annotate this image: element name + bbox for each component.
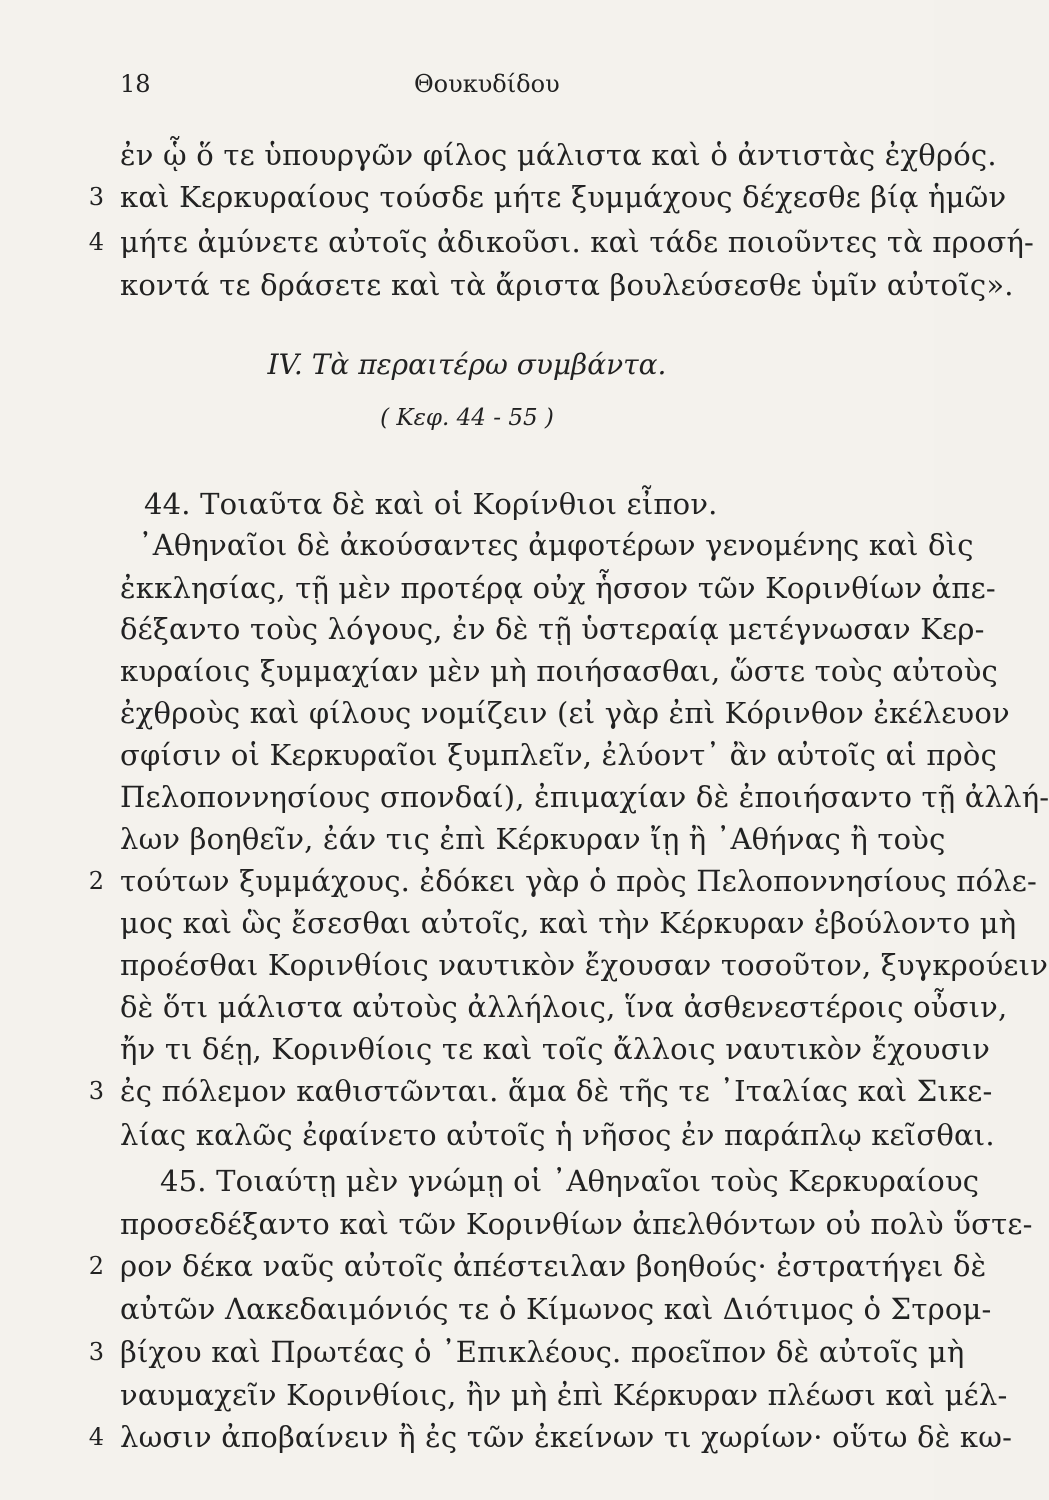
text-line: κυραίοις ξυμμαχίαν μὲν μὴ ποιήσασθαι, ὥστε τοὺς αὐτοὺς [120, 654, 998, 688]
text-line: λωσιν ἀποβαίνειν ἢ ἐς τῶν ἐκείνων τι χωρίων· οὕτω δὲ κω- [120, 1420, 1013, 1454]
text-line: δέξαντο τοὺς λόγους, ἐν δὲ τῇ ὑστεραίᾳ μετέγνωσαν Κερ- [120, 612, 985, 646]
page-header [0, 70, 934, 110]
text-line: 45. Τοιαύτῃ μὲν γνώμῃ οἱ ᾿Αθηναῖοι τοὺς Κερκυραίους [160, 1164, 980, 1198]
margin-section-number: 3 [88, 1338, 104, 1366]
text-line: ἐχθροὺς καὶ φίλους νομίζειν (εἰ γὰρ ἐπὶ Κόρινθον ἐκέλευον [120, 696, 1010, 730]
text-line: ἐκκλησίας, τῇ μὲν προτέρᾳ οὐχ ἧσσον τῶν Κορινθίων ἀπε- [120, 571, 996, 605]
margin-section-number: 3 [88, 1077, 104, 1105]
text-line: προέσθαι Κορινθίοις ναυτικὸν ἔχουσαν τοσοῦτον, ξυγκρούειν [120, 948, 1049, 982]
text-line: προσεδέξαντο καὶ τῶν Κορινθίων ἀπελθόντων οὐ πολὺ ὕστε- [120, 1207, 1033, 1241]
text-line: σφίσιν οἱ Κερκυραῖοι ξυμπλεῖν, ἐλύοντ᾿ ἂν αὐτοῖς αἱ πρὸς [120, 738, 998, 772]
page-number: 18 [120, 70, 151, 98]
text-line: ἤν τι δέῃ, Κορινθίοις τε καὶ τοῖς ἄλλοις ναυτικὸν ἔχουσιν [120, 1032, 991, 1066]
chapter-range: ( Κεφ. 44 - 55 ) [380, 405, 554, 431]
text-line: τούτων ξυμμάχους. ἐδόκει γὰρ ὁ πρὸς Πελοποννησίους πόλε- [120, 864, 1037, 898]
margin-section-number: 4 [88, 1423, 104, 1451]
text-line: λων βοηθεῖν, ἐάν τις ἐπὶ Κέρκυραν ἴῃ ἢ ᾿Αθήνας ἢ τοὺς [120, 822, 946, 856]
margin-section-number: 4 [88, 228, 104, 256]
text-line: ἐν ᾧ ὅ τε ὑπουργῶν φίλος μάλιστα καὶ ὁ ἀντιστὰς ἐχθρός. [120, 138, 997, 172]
text-line: μος καὶ ὣς ἔσεσθαι αὐτοῖς, καὶ τὴν Κέρκυραν ἐβούλοντο μὴ [120, 906, 1017, 940]
margin-section-number: 2 [88, 867, 104, 895]
running-title: Θουκυδίδου [414, 70, 560, 98]
text-line: ρον δέκα ναῦς αὐτοῖς ἀπέστειλαν βοηθούς· ἐστρατήγει δὲ [120, 1249, 987, 1283]
text-line: βίχου καὶ Πρωτέας ὁ ᾿Επικλέους. προεῖπον δὲ αὐτοῖς μὴ [120, 1335, 965, 1369]
text-line: ἐς πόλεμον καθιστῶνται. ἅμα δὲ τῆς τε ᾿Ιταλίας καὶ Σικε- [120, 1074, 993, 1108]
text-line: ᾿Αθηναῖοι δὲ ἀκούσαντες ἀμφοτέρων γενομένης καὶ δὶς [138, 528, 974, 562]
text-line: ναυμαχεῖν Κορινθίοις, ἢν μὴ ἐπὶ Κέρκυραν πλέωσι καὶ μέλ- [120, 1378, 1008, 1412]
text-line: μήτε ἀμύνετε αὐτοῖς ἀδικοῦσι. καὶ τάδε ποιοῦντες τὰ προσή- [120, 225, 1035, 259]
text-line: αὐτῶν Λακεδαιμόνιός τε ὁ Κίμωνος καὶ Διότιμος ὁ Στρομ- [120, 1292, 992, 1326]
text-line: καὶ Κερκυραίους τούσδε μήτε ξυμμάχους δέχεσθε βίᾳ ἡμῶν [120, 180, 1007, 214]
text-line: δὲ ὅτι μάλιστα αὐτοὺς ἀλλήλοις, ἵνα ἀσθενεστέροις οὖσιν, [120, 990, 1008, 1024]
margin-section-number: 2 [88, 1252, 104, 1280]
text-line: Πελοποννησίους σπονδαί), ἐπιμαχίαν δὲ ἐποιήσαντο τῇ ἀλλή- [120, 780, 1049, 814]
margin-section-number: 3 [88, 183, 104, 211]
text-line: 44. Τοιαῦτα δὲ καὶ οἱ Κορίνθιοι εἶπον. [144, 487, 718, 521]
text-line: κοντά τε δράσετε καὶ τὰ ἄριστα βουλεύσεσθε ὑμῖν αὐτοῖς». [120, 268, 1014, 302]
text-line: λίας καλῶς ἐφαίνετο αὐτοῖς ἡ νῆσος ἐν παράπλῳ κεῖσθαι. [120, 1118, 995, 1152]
chapter-title: IV. Τὰ περαιτέρω συμβάντα. [267, 348, 667, 381]
